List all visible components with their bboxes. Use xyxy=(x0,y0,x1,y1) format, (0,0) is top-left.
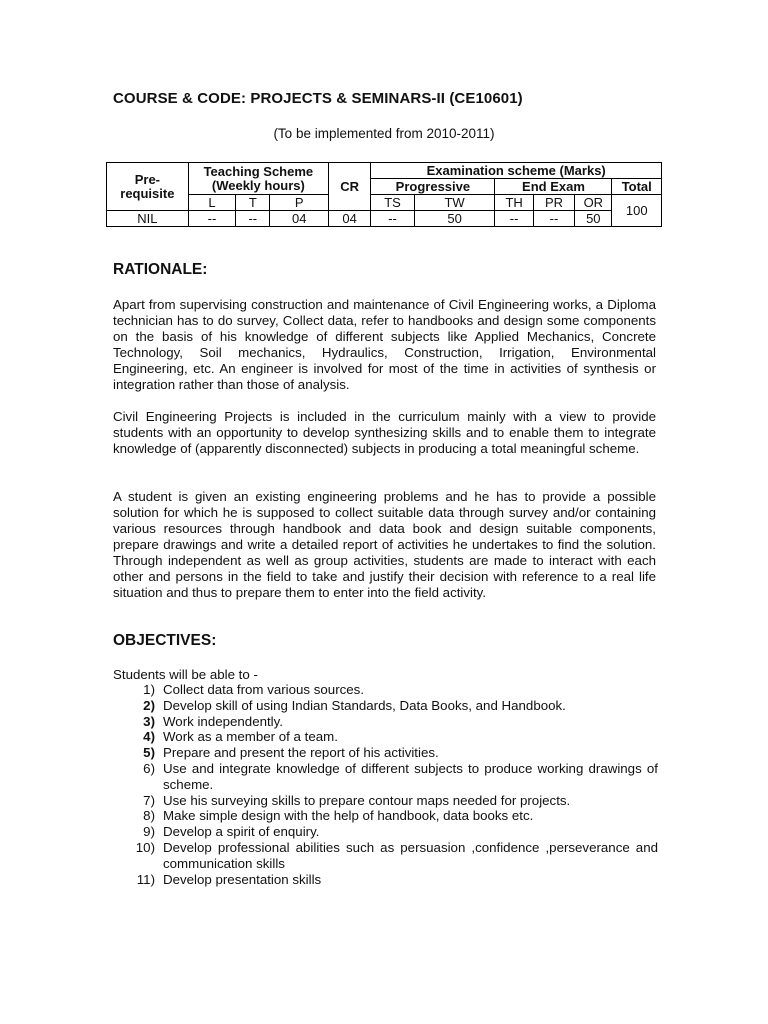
list-item xyxy=(113,793,658,809)
list-item xyxy=(113,745,658,761)
end-exam-header: End Exam xyxy=(495,179,612,195)
or-value: 50 xyxy=(575,211,612,227)
item-number: 8) xyxy=(143,808,155,824)
implementation-note: (To be implemented from 2010-2011) xyxy=(273,126,495,141)
item-number: 2) xyxy=(143,697,155,713)
teaching-scheme-header: Teaching Scheme (Weekly hours) xyxy=(188,163,328,195)
item-number: 3) xyxy=(143,713,155,729)
exam-scheme-header: Examination scheme (Marks) xyxy=(371,163,662,179)
p-header: P xyxy=(270,195,329,211)
list-item xyxy=(113,840,658,872)
list-item xyxy=(113,698,658,714)
item-text: Make simple design with the help of handbook, data books etc. xyxy=(163,808,534,824)
cr-value: 04 xyxy=(328,211,370,227)
item-text: Work as a member of a team. xyxy=(163,729,338,745)
or-header: OR xyxy=(575,195,612,211)
tw-header: TW xyxy=(414,195,495,211)
rationale-heading: RATIONALE: xyxy=(113,261,208,278)
item-text: Use his surveying skills to prepare contour maps needed for projects. xyxy=(163,792,571,808)
item-number: 10) xyxy=(135,839,155,855)
prerequisite-value: NIL xyxy=(107,211,189,227)
item-text: Develop skill of using Indian Standards, Data Books, and Handbook. xyxy=(163,697,566,713)
item-number: 6) xyxy=(143,760,155,776)
item-text: Develop presentation skills xyxy=(163,871,322,887)
prerequisite-header: Pre- requisite xyxy=(107,163,189,211)
course-title: COURSE & CODE: PROJECTS & SEMINARS-II (CE10601) xyxy=(113,90,523,107)
list-item xyxy=(113,872,658,888)
total-value: 100 xyxy=(612,195,662,227)
list-item xyxy=(113,714,658,730)
list-item xyxy=(113,808,658,824)
cr-header: CR xyxy=(328,163,370,211)
item-text: Collect data from various sources. xyxy=(163,682,365,697)
total-header: Total xyxy=(612,179,662,195)
th-value: -- xyxy=(495,211,533,227)
pr-header: PR xyxy=(533,195,574,211)
ts-header: TS xyxy=(371,195,414,211)
l-value: -- xyxy=(188,211,235,227)
objectives-heading: OBJECTIVES: xyxy=(113,632,217,649)
objectives-intro: Students will be able to - xyxy=(113,667,258,682)
ts-value: -- xyxy=(371,211,414,227)
progressive-header: Progressive xyxy=(371,179,495,195)
item-text: Use and integrate knowledge of different subjects to produce working drawings of scheme. xyxy=(163,760,658,792)
p-value: 04 xyxy=(270,211,329,227)
t-value: -- xyxy=(236,211,270,227)
item-text: Develop a spirit of enquiry. xyxy=(163,824,320,840)
scheme-table xyxy=(106,162,662,227)
list-item xyxy=(113,682,658,698)
rationale-paragraph-1: Apart from supervising construction and maintenance of Civil Engineering works, a Diploma technician has to do survey, Collect data, refer to handbooks and design some components on the basis of his knowledge of different subjects like Applied Mechanics, Concrete Technology, Soil mechanics, Hydraulics, Construction, Irrigation, Environmental Engineering, etc. An engineer is involved for most of the time in activities of synthesis or integration rather than those of analysis. xyxy=(113,297,656,392)
item-number: 7) xyxy=(143,792,155,808)
list-item xyxy=(113,761,658,793)
th-header: TH xyxy=(495,195,533,211)
rationale-paragraph-3: A student is given an existing engineering problems and he has to provide a possible solution for which he is supposed to collect suitable data through survey and/or containing various resources through handbook and data book and design suitable components, prepare drawings and write a detailed report of activities he undertakes to find the solution. Through independent as well as group activities, students are made to interact with each other and persons in the field to take and justify their decision with reference to a real life situation and thus to prepare them to enter into the field activity. xyxy=(113,489,656,600)
tw-value: 50 xyxy=(414,211,495,227)
item-number: 9) xyxy=(143,824,155,840)
item-number: 4) xyxy=(143,729,155,745)
item-number: 11) xyxy=(136,871,155,887)
item-number: 5) xyxy=(143,745,155,761)
l-header: L xyxy=(188,195,235,211)
rationale-paragraph-2: Civil Engineering Projects is included in the curriculum mainly with a view to provide students with an opportunity to develop synthesizing skills and to enable them to integrate knowledge of (apparently disconnected) subjects in producing a total meaningful scheme. xyxy=(113,409,656,456)
item-number: 1) xyxy=(143,682,155,697)
pr-value: -- xyxy=(533,211,574,227)
item-text: Work independently. xyxy=(163,713,283,729)
list-item xyxy=(113,729,658,745)
item-text: Develop professional abilities such as persuasion ,confidence ,perseverance and communication skills xyxy=(163,839,658,871)
item-text: Prepare and present the report of his activities. xyxy=(163,745,439,761)
list-item xyxy=(113,824,658,840)
t-header: T xyxy=(236,195,270,211)
objectives-list xyxy=(113,682,658,887)
